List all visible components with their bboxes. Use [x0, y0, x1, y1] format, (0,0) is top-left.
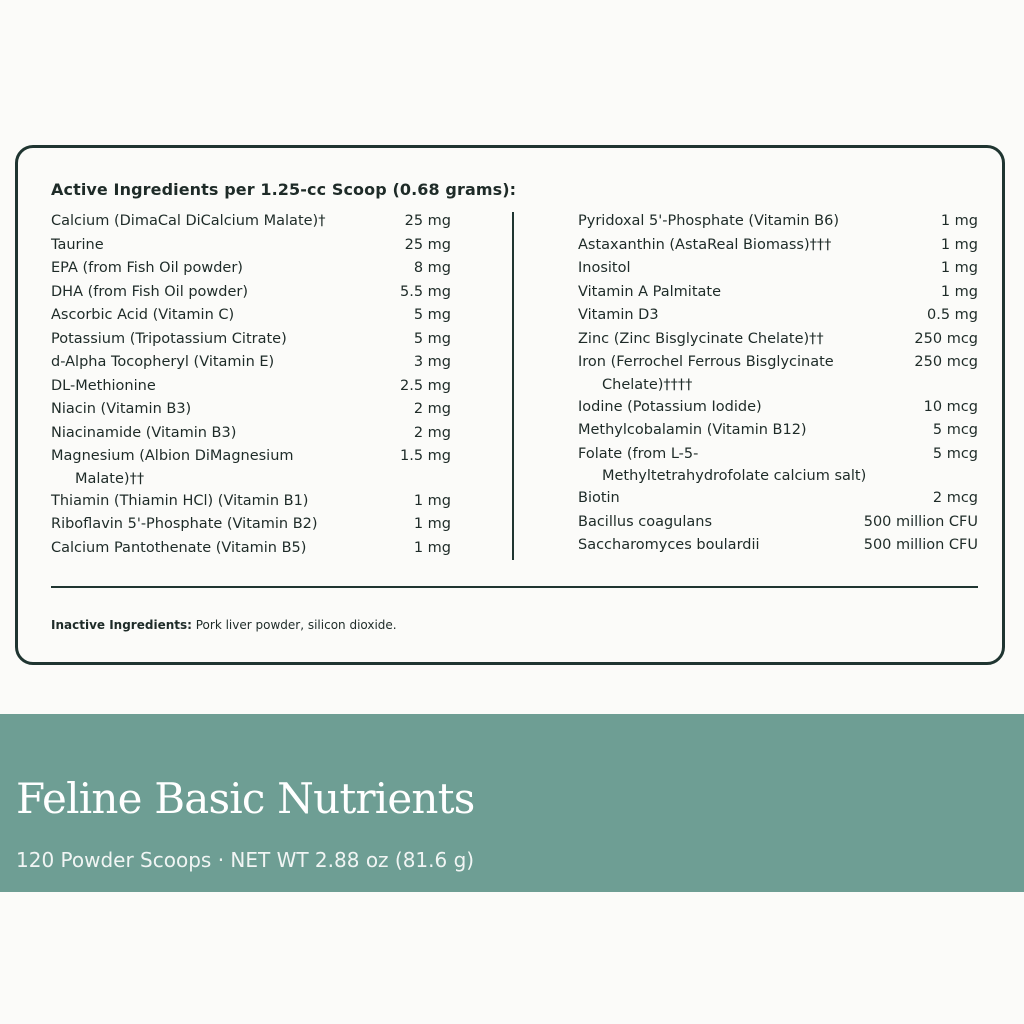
- ingredient-row: [578, 396, 978, 420]
- ingredient-name: Biotin: [578, 490, 620, 506]
- ingredient-name: Methylcobalamin (Vitamin B12): [578, 422, 807, 438]
- ingredient-name: [51, 445, 400, 490]
- ingredient-name: Niacin (Vitamin B3): [51, 401, 192, 417]
- ingredient-amount: 25 mg: [404, 236, 451, 253]
- ingredient-name-continuation: Malate)††: [75, 470, 145, 487]
- ingredient-amount: 1 mg: [940, 260, 978, 276]
- column-divider: [512, 212, 514, 560]
- ingredient-name-line: Folate (from L-5-: [578, 445, 699, 462]
- ingredient-name: Taurine: [51, 236, 104, 253]
- ingredient-name: DL-Methionine: [51, 377, 156, 394]
- ingredient-name: Bacillus coagulans: [578, 513, 713, 530]
- ingredient-row: [51, 537, 451, 561]
- ingredient-name: Calcium (DimaCal DiCalcium Malate)†: [51, 213, 326, 229]
- ingredient-name: Niacinamide (Vitamin B3): [51, 424, 237, 441]
- ingredient-name: Riboflavin 5'-Phosphate (Vitamin B2): [51, 516, 318, 532]
- ingredient-name: Calcium Pantothenate (Vitamin B5): [51, 539, 307, 556]
- ingredient-amount: 5 mg: [413, 307, 451, 323]
- ingredient-name: Astaxanthin (AstaReal Biomass)†††: [578, 236, 832, 253]
- ingredient-row: [578, 351, 978, 396]
- ingredient-name-continuation: Methyltetrahydrofolate calcium salt): [602, 468, 867, 484]
- product-name-band: [0, 714, 1024, 892]
- ingredient-row: [51, 398, 451, 422]
- ingredient-amount: 5 mcg: [932, 422, 978, 438]
- product-title: Feline Basic Nutrients: [16, 774, 475, 823]
- ingredient-row: [51, 375, 451, 399]
- product-subtitle: 120 Powder Scoops · NET WT 2.88 oz (81.6 g): [16, 848, 475, 872]
- ingredient-name: [578, 443, 933, 488]
- ingredient-amount: 250 mcg: [914, 354, 978, 370]
- ingredient-row: [51, 422, 451, 446]
- ingredient-name: EPA (from Fish Oil powder): [51, 260, 243, 276]
- ingredient-row: [51, 445, 451, 490]
- ingredient-amount: 2 mg: [413, 424, 451, 441]
- ingredient-name: Vitamin A Palmitate: [578, 283, 722, 300]
- ingredient-amount: 1 mg: [413, 516, 451, 532]
- ingredient-row: [578, 304, 978, 328]
- ingredient-name-line: Iron (Ferrochel Ferrous Bisglycinate: [578, 354, 834, 370]
- ingredient-name: Thiamin (Thiamin HCl) (Vitamin B1): [51, 492, 309, 509]
- ingredients-panel: [15, 145, 1005, 665]
- ingredient-name: Potassium (Tripotassium Citrate): [51, 330, 287, 347]
- ingredient-row: [578, 511, 978, 535]
- ingredient-name: Inositol: [578, 260, 631, 276]
- ingredient-name: d-Alpha Tocopheryl (Vitamin E): [51, 354, 275, 370]
- ingredient-row: [51, 304, 451, 328]
- ingredient-row: [578, 328, 978, 352]
- inactive-ingredients: [51, 618, 397, 632]
- ingredient-name-line: Magnesium (Albion DiMagnesium: [51, 448, 294, 464]
- ingredient-name: Ascorbic Acid (Vitamin C): [51, 307, 235, 323]
- ingredient-name: [578, 351, 914, 396]
- ingredient-name: Saccharomyces boulardii: [578, 537, 760, 553]
- ingredient-amount: 2 mcg: [932, 490, 978, 506]
- ingredient-amount: 1 mg: [940, 236, 978, 253]
- ingredient-amount: 2 mg: [413, 401, 451, 417]
- ingredient-row: [578, 534, 978, 558]
- ingredient-amount: 250 mcg: [914, 330, 978, 347]
- ingredient-row: [51, 257, 451, 281]
- ingredient-amount: 3 mg: [413, 354, 451, 370]
- ingredient-amount: 1 mg: [413, 539, 451, 556]
- ingredient-row: [51, 234, 451, 258]
- ingredient-amount: 10 mcg: [923, 398, 978, 415]
- ingredient-name: Iodine (Potassium Iodide): [578, 398, 762, 415]
- ingredient-amount: 5 mcg: [932, 445, 978, 462]
- ingredient-name-continuation: Chelate)††††: [602, 376, 693, 393]
- ingredient-row: [578, 257, 978, 281]
- ingredient-amount: 500 million CFU: [863, 537, 978, 553]
- ingredient-row: [578, 281, 978, 305]
- left-ingredient-column: [51, 210, 451, 560]
- ingredient-row: [51, 328, 451, 352]
- ingredient-amount: 1.5 mg: [400, 448, 451, 464]
- ingredient-amount: 0.5 mg: [927, 307, 978, 323]
- ingredient-amount: 8 mg: [413, 260, 451, 276]
- ingredient-row: [51, 513, 451, 537]
- ingredient-name: DHA (from Fish Oil powder): [51, 283, 249, 300]
- ingredient-amount: 25 mg: [404, 213, 451, 229]
- active-ingredients-heading: Active Ingredients per 1.25-cc Scoop (0.68 grams):: [51, 180, 517, 199]
- ingredient-amount: 1 mg: [413, 492, 451, 509]
- inactive-ingredients-label: Inactive Ingredients:: [51, 618, 192, 632]
- ingredient-row: [578, 210, 978, 234]
- ingredient-amount: 1 mg: [940, 283, 978, 300]
- ingredient-row: [578, 419, 978, 443]
- ingredient-row: [51, 351, 451, 375]
- ingredient-name: Zinc (Zinc Bisglycinate Chelate)††: [578, 330, 824, 347]
- ingredient-name: Vitamin D3: [578, 307, 659, 323]
- ingredient-row: [51, 210, 451, 234]
- ingredient-row: [51, 490, 451, 514]
- ingredient-name: Pyridoxal 5'-Phosphate (Vitamin B6): [578, 213, 839, 229]
- ingredient-amount: 1 mg: [940, 213, 978, 229]
- ingredient-row: [578, 443, 978, 488]
- section-divider: [51, 586, 978, 588]
- ingredient-amount: 5.5 mg: [400, 283, 451, 300]
- inactive-ingredients-text: Pork liver powder, silicon dioxide.: [191, 618, 397, 632]
- ingredient-amount: 2.5 mg: [400, 377, 451, 394]
- ingredient-row: [51, 281, 451, 305]
- ingredient-row: [578, 487, 978, 511]
- ingredient-amount: 500 million CFU: [863, 513, 978, 530]
- ingredient-row: [578, 234, 978, 258]
- right-ingredient-column: [578, 210, 978, 558]
- ingredient-amount: 5 mg: [413, 330, 451, 347]
